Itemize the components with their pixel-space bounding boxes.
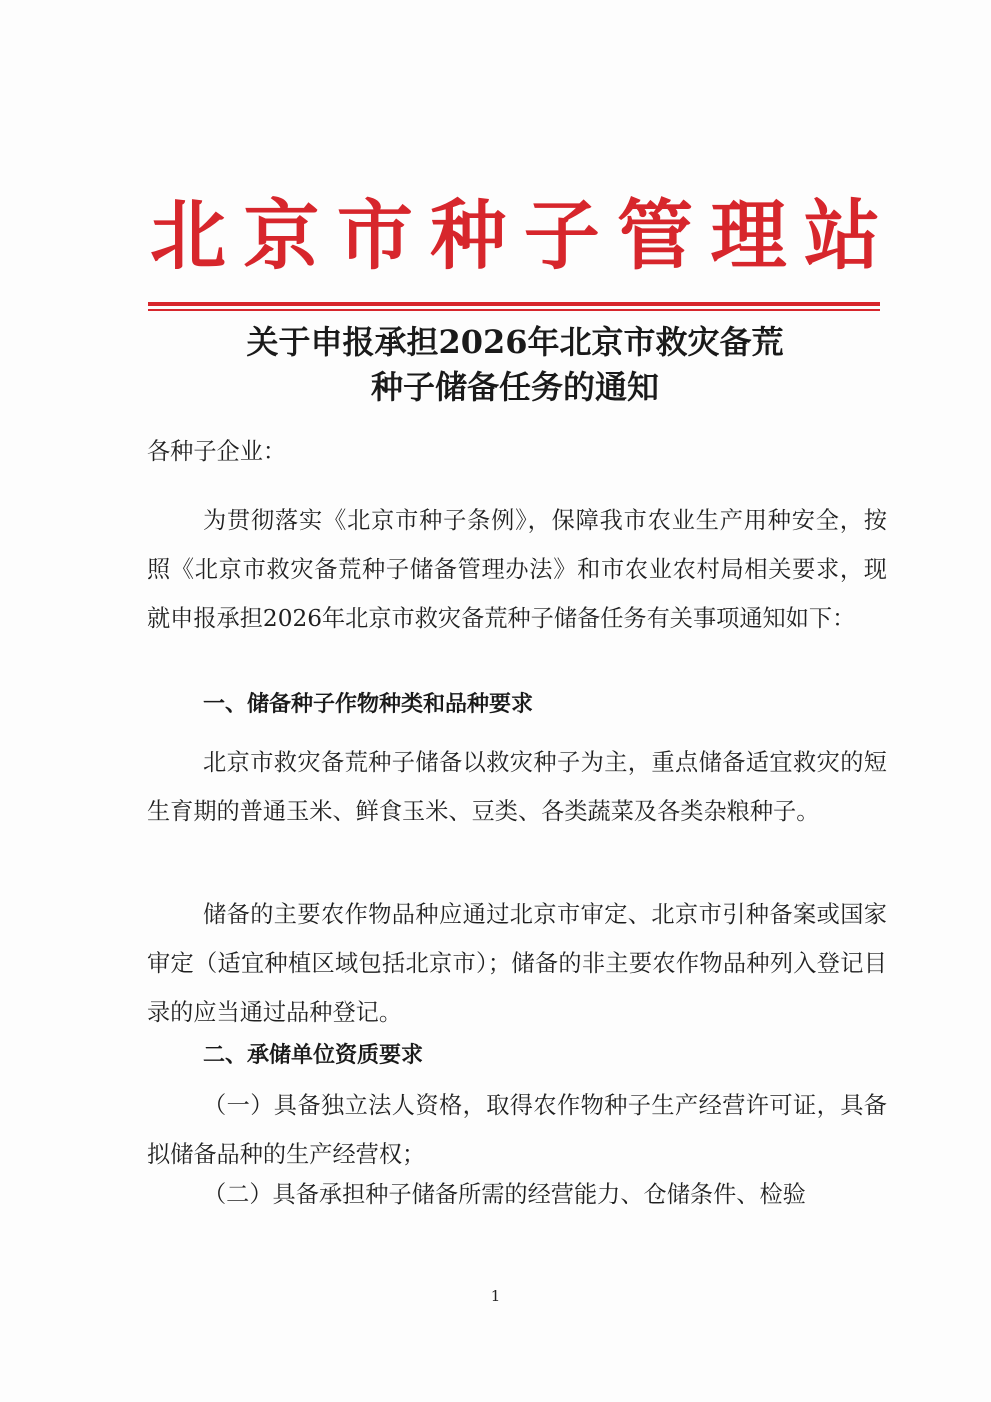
section-heading-1: 一、储备种子作物种类和品种要求 <box>203 692 534 717</box>
letterhead-char: 种 <box>430 191 507 280</box>
section-heading-2: 二、承储单位资质要求 <box>203 1043 424 1068</box>
section2-item-2: （二）具备承担种子储备所需的经营能力、仓储条件、检验 <box>203 1181 806 1208</box>
letterhead-char: 子 <box>523 191 600 280</box>
section2-item-1: （一）具备独立法人资格，取得农作物种子生产经营许可证，具备拟储备品种的生产经营权； <box>147 1092 887 1168</box>
document-title-line-2: 种子储备任务的通知 <box>370 368 659 406</box>
document-title-line-1: 关于申报承担2026年北京市救灾备荒 <box>246 323 784 361</box>
letterhead-rule-thick <box>148 302 880 306</box>
letterhead-char: 京 <box>243 191 320 280</box>
letterhead-rule-thin <box>148 309 880 311</box>
section1-paragraph-2: 储备的主要农作物品种应通过北京市审定、北京市引种备案或国家审定（适宜种植区域包括北京市）；储备的非主要农作物品种列入登记目录的应当通过品种登记。 <box>147 901 887 1026</box>
intro-paragraph: 为贯彻落实《北京市种子条例》，保障我市农业生产用种安全，按照《北京市救灾备荒种子储备管理办法》和市农业农村局相关要求，现就申报承担2026年北京市救灾备荒种子储备任务有关事项通知如下： <box>147 507 887 632</box>
letterhead-char: 理 <box>710 191 787 280</box>
salutation: 各种子企业： <box>147 438 287 465</box>
letterhead-char: 北 <box>150 191 226 280</box>
letterhead-char: 站 <box>803 191 880 280</box>
letterhead-char: 市 <box>336 191 413 280</box>
section1-paragraph-1: 北京市救灾备荒种子储备以救灾种子为主，重点储备适宜救灾的短生育期的普通玉米、鲜食玉米、豆类、各类蔬菜及各类杂粮种子。 <box>147 749 887 825</box>
page-number: 1 <box>490 1287 501 1305</box>
letterhead-char: 管 <box>617 191 694 280</box>
org-letterhead <box>150 186 880 286</box>
